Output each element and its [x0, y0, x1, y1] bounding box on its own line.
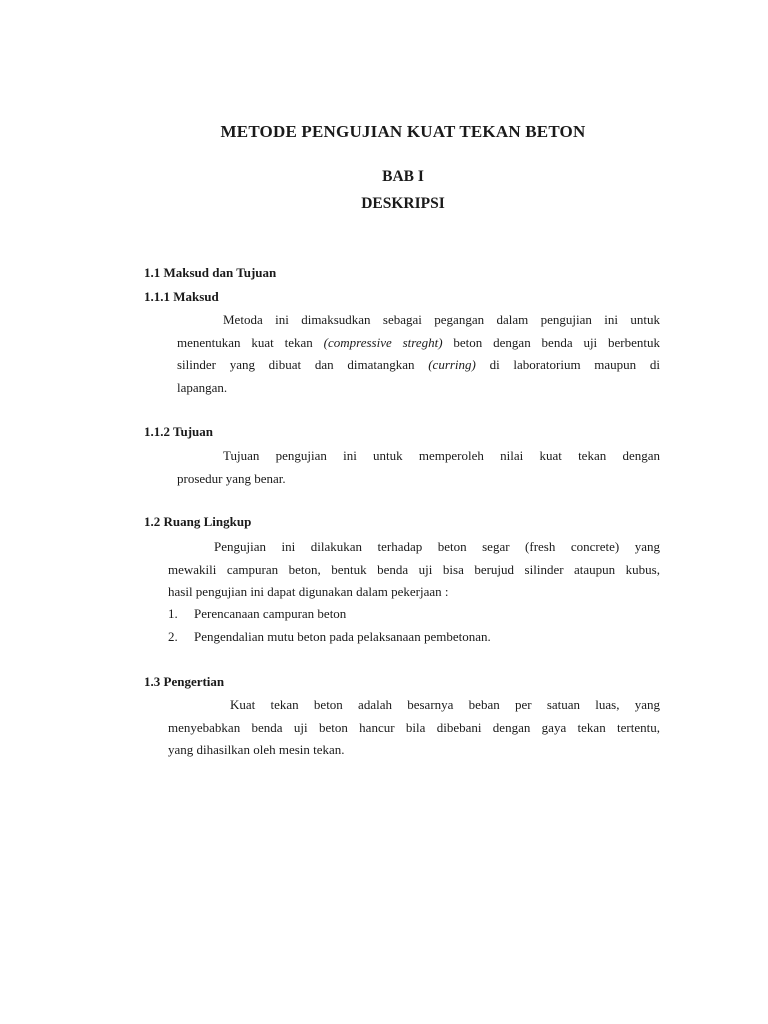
chapter-number: BAB I: [382, 168, 424, 185]
list-text: Perencanaan campuran beton: [194, 606, 347, 621]
heading-1-1-1: 1.1.1 Maksud: [144, 289, 219, 304]
paragraph-maksud: [177, 309, 660, 399]
list-number: 1.: [168, 606, 178, 621]
maksud-line-2: menentukan kuat tekan (compressive streght) beton dengan benda uji berbentuk: [177, 334, 660, 350]
heading-1-1: 1.1 Maksud dan Tujuan: [144, 265, 277, 280]
chapter-title: DESKRIPSI: [361, 195, 445, 212]
list-item: [168, 626, 491, 649]
paragraph-pengertian: [168, 694, 660, 762]
maksud-line-3: silinder yang dibuat dan dimatangkan (curring) di laboratorium maupun di: [177, 357, 660, 372]
ruang-lingkup-line-2: mewakili campuran beton, bentuk benda uji bisa berujud silinder ataupun kubus,: [168, 561, 660, 577]
tujuan-line-1: Tujuan pengujian ini untuk memperoleh nilai kuat tekan dengan: [223, 448, 660, 463]
heading-1-2: 1.2 Ruang Lingkup: [144, 514, 252, 529]
term-compressive-strength: (compressive streght): [323, 334, 443, 350]
maksud-line-4: lapangan.: [177, 379, 228, 395]
maksud-line-1: Metoda ini dimaksudkan sebagai pegangan dalam pengujian ini untuk: [223, 312, 660, 327]
heading-1-3: 1.3 Pengertian: [144, 674, 225, 689]
ruang-lingkup-line-3: hasil pengujian ini dapat digunakan dalam pekerjaan :: [168, 584, 449, 599]
pengertian-line-2: menyebabkan benda uji beton hancur bila dibebani dengan gaya tekan tertentu,: [168, 719, 660, 735]
list-item: [168, 603, 346, 626]
heading-1-1-2: 1.1.2 Tujuan: [144, 424, 214, 439]
document-title: METODE PENGUJIAN KUAT TEKAN BETON: [220, 122, 586, 141]
term-curring: (curring): [428, 357, 476, 372]
list-text: Pengendalian mutu beton pada pelaksanaan pembetonan.: [194, 629, 491, 644]
pengertian-line-3: yang dihasilkan oleh mesin tekan.: [168, 742, 345, 757]
paragraph-tujuan: [177, 445, 660, 490]
paragraph-ruang-lingkup: [168, 536, 660, 604]
tujuan-line-2: prosedur yang benar.: [177, 470, 286, 486]
pengertian-line-1: Kuat tekan beton adalah besarnya beban per satuan luas, yang: [230, 697, 660, 712]
ruang-lingkup-line-1: Pengujian ini dilakukan terhadap beton segar (fresh concrete) yang: [214, 539, 660, 554]
list-number: 2.: [168, 629, 178, 644]
